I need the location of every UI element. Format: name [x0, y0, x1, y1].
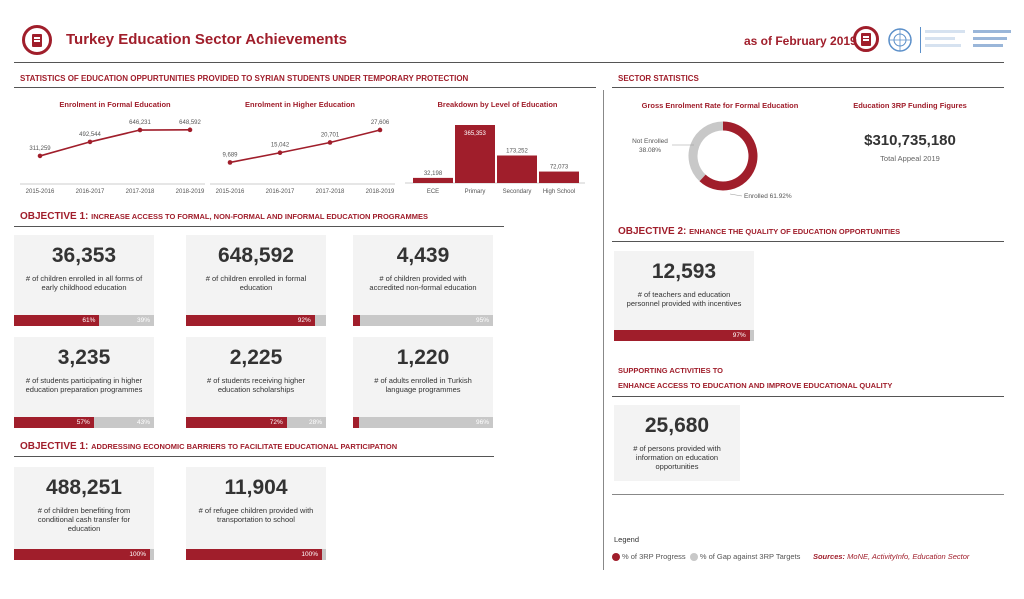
data-label: 27,606: [370, 119, 390, 126]
chart-title-formal: Enrolment in Formal Education: [59, 100, 171, 109]
progress-fill: 97%: [614, 330, 750, 341]
progress-bar: [353, 417, 493, 428]
left-section-divider: [14, 87, 596, 88]
supporting-card: [614, 405, 740, 481]
funding-title: Education 3RP Funding Figures: [853, 101, 967, 110]
progress-bar: [186, 549, 326, 560]
card-number: 11,904: [224, 476, 288, 499]
indicator-card: [186, 467, 326, 549]
gross-enrolment-donut: [620, 112, 820, 204]
gap-dot-icon: [690, 553, 698, 561]
data-point: [378, 128, 383, 133]
card-description: # of teachers and education personnel provided with incentives: [626, 290, 742, 308]
card-description: # of refugee children provided with transportation to school: [198, 506, 314, 524]
funding-amount: $310,735,180: [864, 132, 956, 149]
tick-label: 2016-2017: [75, 189, 105, 195]
column-divider: [603, 90, 604, 570]
left-section-title: STATISTICS OF EDUCATION OPPURTUNITIES PROVIDED TO SYRIAN STUDENTS UNDER TEMPORARY PROTECTION: [20, 74, 469, 83]
sources: MoNE, ActivityInfo, Education Sector: [847, 552, 970, 561]
data-label: 492,544: [79, 131, 101, 138]
chart-title-gross: Gross Enrolment Rate for Formal Education: [641, 101, 799, 110]
gap-fill: [750, 330, 754, 341]
header-divider: [14, 62, 1004, 63]
data-point: [188, 128, 193, 133]
level-breakdown-chart: [405, 112, 590, 198]
gap-fill: [322, 549, 326, 560]
indicator-card: [186, 337, 326, 417]
page-title: Turkey Education Sector Achievements: [66, 31, 347, 48]
tick-label: Primary: [464, 189, 486, 195]
objective2-card: [614, 251, 754, 331]
bar: [497, 155, 537, 183]
indicator-card: [186, 235, 326, 315]
data-point: [38, 154, 43, 159]
progress-fill: 100%: [186, 549, 322, 560]
chart-title-higher: Enrolment in Higher Education: [244, 100, 355, 109]
formal-enrolment-chart: [20, 112, 210, 198]
data-label: 9,689: [222, 152, 238, 159]
progress-bar: [186, 315, 326, 326]
bar: [539, 172, 579, 183]
data-point: [228, 160, 233, 165]
progress-fill: 61%: [14, 315, 99, 326]
bar: [413, 178, 453, 183]
supporting-bottom-divider: [612, 494, 1004, 495]
card-number: 488,251: [46, 476, 122, 499]
right-section-title: SECTOR STATISTICS: [618, 74, 699, 83]
supporting-divider: [612, 396, 1004, 397]
progress-bar: [186, 417, 326, 428]
chart-title-breakdown: Breakdown by Level of Education: [437, 100, 558, 109]
series-line: [40, 130, 190, 156]
tick-label: 2018-2019: [175, 189, 205, 195]
supporting-line1: SUPPORTING ACTIVITIES TO: [618, 366, 724, 375]
gap-fill: [315, 315, 326, 326]
gap-fill: 39%: [99, 315, 154, 326]
progress-fill: [353, 315, 360, 326]
data-point: [138, 128, 143, 133]
card-number: 12,593: [651, 260, 717, 283]
gap-fill: 96%: [359, 417, 493, 428]
education-logo-icon: [22, 25, 52, 55]
tick-label: 2018-2019: [365, 189, 395, 195]
coordination-logo-icon: [925, 28, 1015, 52]
card-number: 4,439: [396, 244, 450, 267]
progress-bar: [14, 417, 154, 428]
card-number: 648,592: [218, 244, 294, 267]
card-description: # of students receiving higher education scholarships: [207, 376, 305, 394]
card-description: # of children provided with accredited non-formal education: [369, 274, 477, 292]
objective1a-divider: [14, 226, 504, 227]
donut-slice: [703, 126, 753, 186]
data-label: 72,073: [549, 164, 569, 171]
card-number: 2,225: [229, 346, 283, 369]
indicator-card: [353, 235, 493, 315]
higher-enrolment-chart: [210, 112, 400, 198]
card-description: # of children enrolled in all forms of early childhood education: [25, 274, 143, 292]
education-logo-icon: [853, 26, 879, 52]
legend-title: Legend: [614, 535, 640, 544]
progress-fill: 72%: [186, 417, 287, 428]
data-point: [278, 150, 283, 155]
card-number: 25,680: [644, 414, 710, 437]
card-description: # of children benefiting from conditional cash transfer for education: [37, 506, 131, 533]
gap-fill: [150, 549, 154, 560]
report-date: as of February 2019: [744, 34, 857, 48]
progress-bar: [14, 315, 154, 326]
objective2-progress-bar: [614, 330, 754, 341]
tick-label: Secondary: [502, 189, 532, 195]
progress-bar: [353, 315, 493, 326]
tick-label: High School: [542, 189, 576, 195]
data-label: 173,252: [506, 148, 528, 155]
tick-label: 2017-2018: [125, 189, 155, 195]
gap-fill: 28%: [287, 417, 326, 428]
data-label: 15,042: [270, 142, 290, 149]
gap-fill: 43%: [94, 417, 154, 428]
progress-fill: 100%: [14, 549, 150, 560]
card-number: 1,220: [396, 346, 450, 369]
data-point: [88, 140, 93, 145]
card-description: # of adults enrolled in Turkish language programmes: [374, 376, 472, 394]
progress-dot-icon: [612, 553, 620, 561]
objective1b-title: OBJECTIVE 1: ADDRESSING ECONOMIC BARRIERS TO FACILITATE EDUCATIONAL PARTICIPATION: [20, 441, 398, 452]
data-label: 648,592: [179, 119, 201, 126]
tick-label: 2016-2017: [265, 189, 295, 195]
objective1b-divider: [14, 456, 494, 457]
un-emblem-icon: [885, 26, 915, 54]
data-label: 20,701: [320, 132, 340, 139]
data-point: [328, 140, 333, 145]
objective2-title: OBJECTIVE 2: ENHANCE THE QUALITY OF EDUCATION OPPORTUNITIES: [618, 226, 901, 237]
data-label: 32,198: [423, 170, 443, 177]
card-description: # of children enrolled in formal education: [205, 274, 307, 292]
tick-label: 2017-2018: [315, 189, 345, 195]
legend: % of 3RP Progress % of Gap against 3RP Targets Sources: MoNE, ActivityInfo, Education Sector: [612, 552, 969, 561]
slice-label: Enrolled 61.92%: [744, 193, 792, 200]
gap-fill: 95%: [360, 315, 493, 326]
funding-caption: Total Appeal 2019: [880, 154, 940, 163]
slice-label: Not Enrolled 38.08%: [632, 138, 668, 154]
objective1a-title: OBJECTIVE 1: INCREASE ACCESS TO FORMAL, NON-FORMAL AND INFORMAL EDUCATION PROGRAMMES: [20, 211, 428, 222]
tick-label: 2015-2016: [25, 189, 55, 195]
indicator-card: [14, 467, 154, 549]
series-line: [230, 130, 380, 162]
supporting-line2: ENHANCE ACCESS TO EDUCATION AND IMPROVE EDUCATIONAL QUALITY: [618, 381, 893, 390]
data-label: 646,231: [129, 120, 151, 127]
card-description: # of students participating in higher education preparation programmes: [25, 376, 143, 394]
indicator-card: [353, 337, 493, 417]
tick-label: ECE: [426, 189, 440, 195]
objective2-divider: [612, 241, 1004, 242]
data-label: 311,259: [29, 145, 51, 152]
indicator-card: [14, 235, 154, 315]
donut-slice: [693, 126, 723, 178]
data-label: 365,353: [464, 131, 486, 137]
card-number: 36,353: [51, 244, 117, 267]
right-section-divider: [612, 87, 1004, 88]
card-description: # of persons provided with information on education opportunities: [633, 444, 721, 471]
tick-label: 2015-2016: [215, 189, 245, 195]
progress-fill: 92%: [186, 315, 315, 326]
card-number: 3,235: [57, 346, 111, 369]
indicator-card: [14, 337, 154, 417]
progress-fill: 57%: [14, 417, 94, 428]
progress-bar: [14, 549, 154, 560]
